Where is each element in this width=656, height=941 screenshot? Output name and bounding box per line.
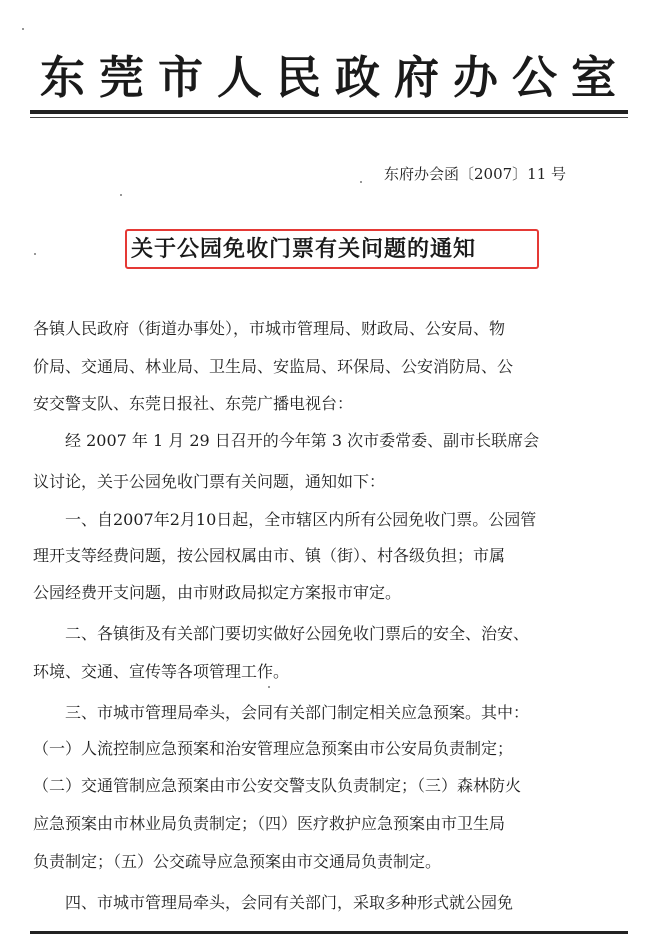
scan-speck bbox=[120, 194, 122, 196]
body-line: 各镇人民政府（街道办事处），市城市管理局、财政局、公安局、物 bbox=[33, 319, 506, 338]
document-subject: 关于公园免收门票有关问题的通知 bbox=[131, 236, 477, 262]
body-line: 应急预案由市林业局负责制定；（四）医疗救护应急预案由市卫生局 bbox=[33, 814, 506, 833]
body-line: 一、自2007年2月10日起，全市辖区内所有公园免收门票。公园管 bbox=[33, 510, 537, 529]
scan-speck bbox=[268, 686, 270, 688]
body-line: 理开支等经费问题，按公园权属由市、镇（街）、村各级负担；市属 bbox=[33, 546, 506, 565]
scan-speck bbox=[22, 28, 24, 30]
body-line: 四、市城市管理局牵头，会同有关部门，采取多种形式就公园免 bbox=[33, 893, 514, 912]
body-line: 安交警支队、东莞日报社、东莞广播电视台： bbox=[33, 394, 354, 413]
footer-rule bbox=[30, 931, 628, 934]
body-line: （二）交通管制应急预案由市公安交警支队负责制定；（三）森林防火 bbox=[33, 776, 522, 795]
body-line: 二、各镇街及有关部门要切实做好公园免收门票后的安全、治安、 bbox=[33, 624, 530, 643]
header-rule-thick bbox=[30, 110, 628, 114]
document-number: 东府办会函〔2007〕11 号 bbox=[384, 165, 567, 183]
header-rule-thin bbox=[30, 117, 628, 118]
issuing-office-title: 东莞市人民政府办公室 bbox=[40, 51, 631, 104]
body-line: 环境、交通、宣传等各项管理工作。 bbox=[33, 662, 290, 681]
body-line: 公园经费开支问题，由市财政局拟定方案报市审定。 bbox=[33, 583, 402, 602]
body-line: 议讨论，关于公园免收门票有关问题，通知如下： bbox=[33, 472, 386, 491]
body-line: （一）人流控制应急预案和治安管理应急预案由市公安局负责制定； bbox=[33, 739, 514, 758]
scan-speck bbox=[360, 181, 362, 183]
body-line: 负责制定；（五）公交疏导应急预案由市交通局负责制定。 bbox=[33, 852, 442, 871]
scan-speck bbox=[34, 253, 36, 255]
body-line: 经 2007 年 1 月 29 日召开的今年第 3 次市委常委、副市长联席会 bbox=[33, 431, 540, 450]
body-line: 三、市城市管理局牵头，会同有关部门制定相关应急预案。其中： bbox=[33, 703, 530, 722]
body-line: 价局、交通局、林业局、卫生局、安监局、环保局、公安消防局、公 bbox=[33, 357, 514, 376]
